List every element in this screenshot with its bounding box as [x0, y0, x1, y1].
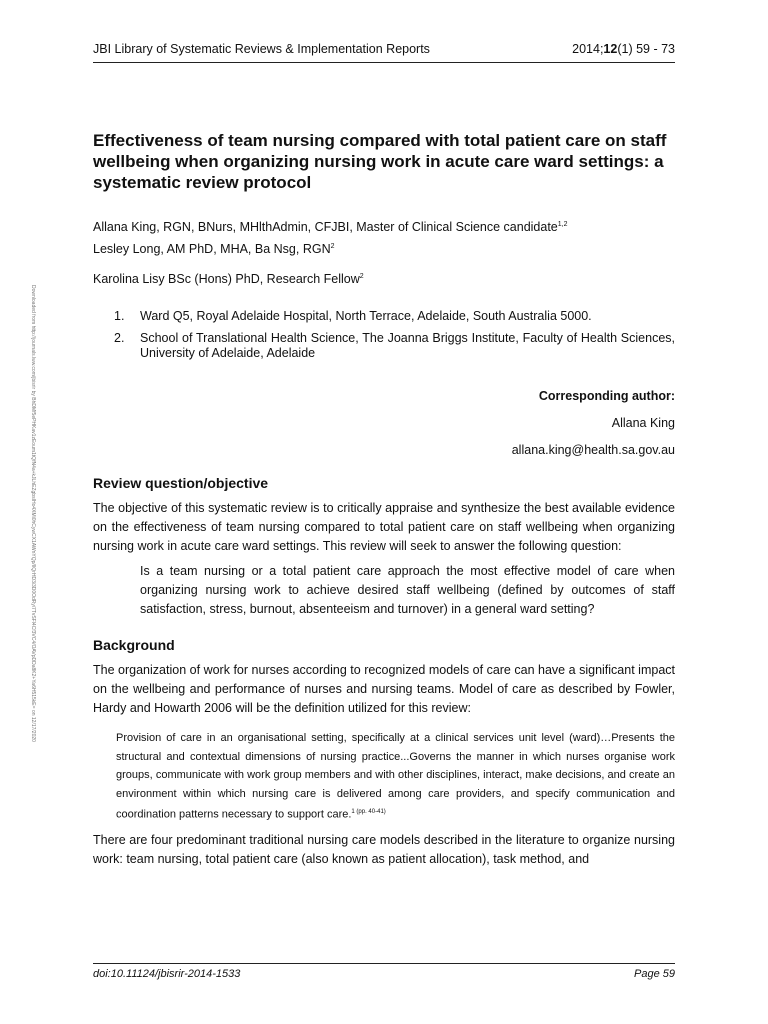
background-paragraph-2: There are four predominant traditional nursing care models described in the literature to organize nursing work: team nursing, total patient care (also known as patient allocation), task method, and: [93, 832, 675, 866]
section-heading-review: Review question/objective: [93, 475, 269, 492]
section-heading-background: Background: [93, 637, 175, 654]
corresponding-name: Allana King: [611, 416, 675, 431]
author-line: Lesley Long, AM PhD, MHA, Ba Nsg, RGN$^2$: [93, 242, 335, 257]
affiliation-list: [93, 309, 675, 361]
author-line: Karolina Lisy BSc (Hons) PhD, Research Fellow$^2$: [93, 272, 364, 287]
review-paragraph: The objective of this systematic review is to critically appraise and synthesize the best available evidence on the effectiveness of team nursing compared to total patient care on staff wellbeing when organizing nursing work in acute care ward settings. This review will seek to answer the following question:: [93, 501, 675, 554]
author-line: Allana King, RGN, BNurs, MHlthAdmin, CFJBI, Master of Clinical Science candidate$^{1,2}$: [93, 220, 568, 235]
background-paragraph: The organization of work for nurses according to recognized models of care can have a significant impact on the wellbeing and performance of nurses and nursing teams. Model of care as described by Fowler, Hardy and Howarth 2006 will be the definition utilized for this review:: [93, 663, 675, 716]
download-watermark: Downloaded from http://journals.lww.com/jbisrir by BhDMf5ePHKav1zEoum1tQfN4a+kJLhEZgbsIHo4XMi0hCywCX1AWnYQp/IlQrHD3i3D0OdRyi7TvSFl4Cf3VC4/OAVpDDa8K2+Ya6H515kE= on 12/17/2020: [30, 285, 36, 742]
citation: 2014;12(1) 59 - 73: [572, 42, 675, 56]
page-number: Page 59: [634, 968, 675, 980]
journal-name: JBI Library of Systematic Reviews & Implementation Reports: [93, 42, 430, 56]
article-title: Effectiveness of team nursing compared with total patient care on staff wellbeing when organizing nursing work in acute care ward settings: a systematic review protocol: [93, 131, 667, 192]
affiliation-item: 1. Ward Q5, Royal Adelaide Hospital, North Terrace, Adelaide, South Australia 5000.: [114, 309, 592, 324]
article-body: [93, 130, 675, 875]
block-quote: Provision of care in an organisational setting, specifically at a clinical services unit level (ward)…Presents the structural and contextual dimensions of nursing practice...Governs the manner in which nurses organise work groups, communicate with work group members and with other disciplines, interact, make decisions, and create an environment within which nursing care is delivered among care providers, and specify communication and coordination patterns necessary to support care.$^{1 (pp. 40-41)}$: [116, 732, 675, 822]
corresponding-author-block: [93, 389, 675, 457]
corresponding-email[interactable]: allana.king@health.sa.gov.au: [511, 443, 675, 458]
doi-text: doi:10.11124/jbisrir-2014-1533: [93, 968, 241, 980]
corresponding-label: Corresponding author:: [538, 389, 675, 404]
affiliation-item: 2. School of Translational Health Science, The Joanna Briggs Institute, Faculty of Health Sciences, University of Adelaide, Adelaide: [114, 331, 675, 361]
page-footer: [93, 963, 675, 982]
author-list: [93, 215, 675, 289]
running-header: [93, 40, 675, 63]
review-question: Is a team nursing or a total patient care approach the most effective model of care when organizing nursing work to achieve desired staff wellbeing (defined by outcomes of staff satisfaction, stress, burnout, absenteeism and turnover) in a general ward setting?: [140, 564, 675, 617]
